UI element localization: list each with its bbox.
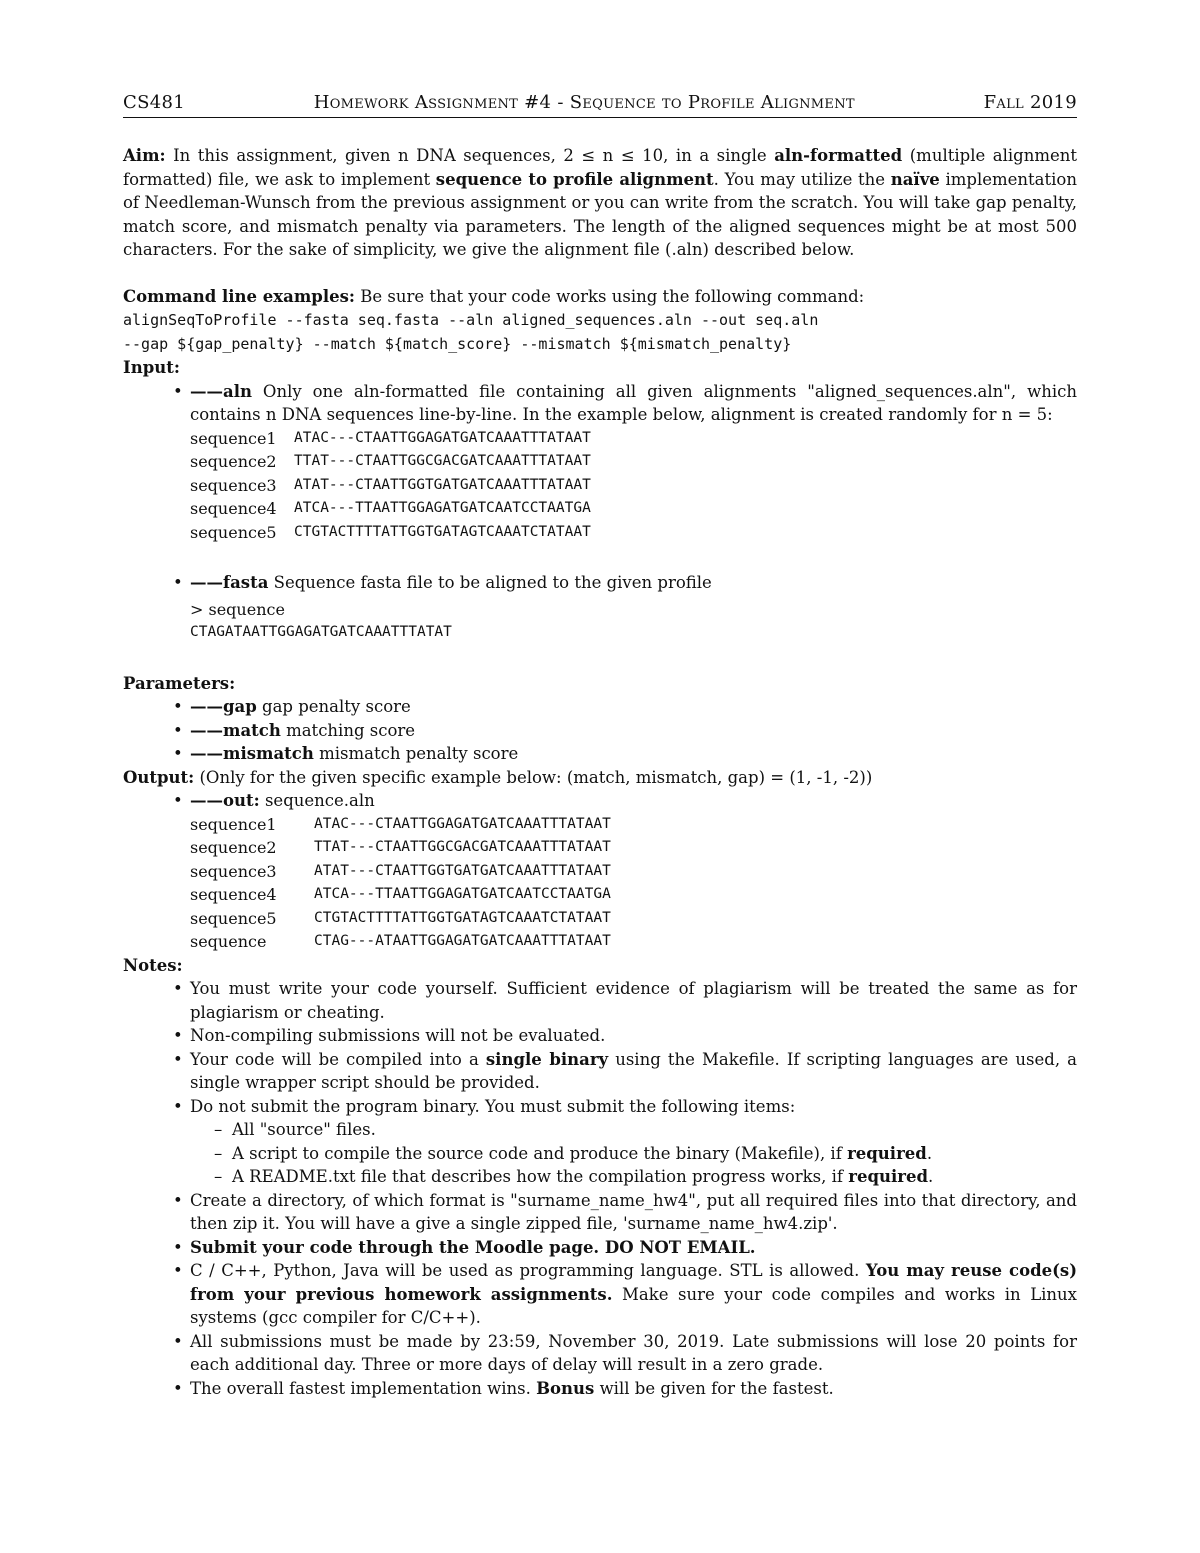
list-item: • You must write your code yourself. Sufficient evidence of plagiarism will be treated the same as for plagiarism or cheating. [190,977,1077,1024]
sequence-value: ATCA---TTAATTGGAGATGATCAATCCTAATGA [314,886,611,902]
list-item: • ——aln Only one aln-formatted file containing all given alignments "aligned_sequences.aln", which contains n DNA sequences line-by-line. In the example below, alignment is created randomly for n = 5: sequence1 ATAC---CTAATTGGAGATGATCAAATTTATAAT sequence2 TTAT---CTAATTGGCGACGATCAAATTTATAAT sequence3 ATAT---CTAATTGGTGATGATCAAATTTATAAT sequence4 ATCA---TTAATTGGAGATGATCAATCCTAATGA sequence5 CTGTACTTTTATTGGTGATAGTCAAATCTATAAT [190,380,1077,545]
sequence-value: CTAG---ATAATTGGAGATGATCAAATTTATAAT [314,933,611,949]
sequence-name: sequence1 [190,814,277,834]
sequence-value: ATAT---CTAATTGGTGATGATCAAATTTATAAT [294,476,591,493]
list-item: • Non-compiling submissions will not be evaluated. [190,1024,1077,1048]
output-list [123,789,1077,954]
sequence-value: ATAC---CTAATTGGAGATGATCAAATTTATAAT [294,429,591,446]
list-item: • Submit your code through the Moodle page. DO NOT EMAIL. [190,1236,1077,1260]
sequence-value: CTGTACTTTTATTGGTGATAGTCAAATCTATAAT [294,523,591,540]
sequence-name: sequence [190,932,267,951]
sequence-name: sequence4 [190,499,277,518]
sequence-name: sequence5 [190,522,277,542]
list-item: • The overall fastest implementation wins. Bonus will be given for the fastest. [190,1377,1077,1401]
list-item: • Create a directory, of which format is "surname_name_hw4", put all required files into that directory, and then zip it. You will have a give a single zipped file, 'surname_name_hw4.zip'. [190,1189,1077,1236]
sequence-value: ATCA---TTAATTGGAGATGATCAATCCTAATGA [294,500,591,516]
sequence-name: sequence3 [190,861,277,881]
sequence-value: TTAT---CTAATTGGCGACGATCAAATTTATAAT [314,839,611,855]
list-item: • ——gap gap penalty score [190,695,1077,719]
sequence-name: sequence3 [190,475,277,495]
aim-paragraph: Aim: In this assignment, given n DNA sequences, 2 ≤ n ≤ 10, in a single aln-formatted (multiple alignment formatted) file, we ask to implement sequence to profile alignment. You may utilize the naïve implementation of Needleman-Wunsch from the previous assignment or you can write from the scratch. You will take gap penalty, match score, and mismatch penalty via parameters. The length of the aligned sequences might be at most 500 characters. For the sake of simplicity, we give the alignment file (.aln) described below. [123,146,1077,259]
output-paragraph: Output: (Only for the given specific example below: (match, mismatch, gap) = (1, -1, -2)) [123,767,873,787]
course-code: CS481 [123,92,185,113]
list-item: • Do not submit the program binary. You must submit the following items: – All "source" files. – A script to compile the source code and produce the binary (Makefile), if required. – A README.txt file that describes how the compilation progress works, if required. [190,1095,1077,1189]
assignment-title: Homework Assignment #4 - Sequence to Profile Alignment [313,92,855,113]
sequence-name: sequence4 [190,885,277,904]
parameters-label: Parameters: [123,673,236,693]
term: Fall 2019 [983,92,1077,113]
parameters-list [123,695,1077,766]
list-item: • C / C++, Python, Java will be used as programming language. STL is allowed. You may reuse code(s) from your previous homework assignments. Make sure your code compiles and works in Linux systems (gcc compiler for C/C++). [190,1259,1077,1330]
command-label: Command line examples: [123,286,355,306]
sequence-name: sequence5 [190,908,277,928]
submit-items-list [190,1118,1077,1189]
output-alignment [190,813,1077,954]
output-label: Output: [123,767,195,787]
fasta-header: > sequence [190,599,285,619]
input-label: Input: [123,358,180,377]
input-list [123,380,1077,645]
list-item: • ——out: sequence.aln sequence1 ATAC---CTAATTGGAGATGATCAAATTTATAAT sequence2 TTAT---CTAATTGGCGACGATCAAATTTATAAT sequence3 ATAT---CTAATTGGTGATGATCAAATTTATAAT sequence4 ATCA---TTAATTGGAGATGATCAATCCTAATGA sequence5 CTGTACTTTTATTGGTGATAGTCAAATCTATAAT sequence CTAG---ATAATTGGAGATGATCAAATTTATAAT [190,789,1077,954]
sequence-name: sequence1 [190,428,277,448]
input-alignment [190,427,1077,545]
list-item: • All submissions must be made by 23:59, November 30, 2019. Late submissions will lose 20 points for each additional day. Three or more days of delay will result in a zero grade. [190,1330,1077,1377]
sequence-name: sequence2 [190,838,277,857]
notes-label: Notes: [123,955,183,975]
command-paragraph: Command line examples: Be sure that your code works using the following command: [123,286,865,306]
command-line-2: --gap ${gap_penalty} --match ${match_score} --mismatch ${mismatch_penalty} [123,335,792,353]
fasta-sequence: CTAGATAATTGGAGATGATCAAATTTATAT [190,624,452,640]
list-item: – A script to compile the source code and produce the binary (Makefile), if required. [232,1142,1077,1166]
sequence-value: TTAT---CTAATTGGCGACGATCAAATTTATAAT [294,453,591,469]
list-item: – All "source" files. [232,1118,1077,1142]
list-item: • ——fasta Sequence fasta file to be aligned to the given profile > sequence CTAGATAATTGGAGATGATCAAATTTATAT [190,571,1077,645]
notes-list [123,977,1077,1400]
sequence-value: ATAC---CTAATTGGAGATGATCAAATTTATAAT [314,815,611,832]
list-item: • ——match matching score [190,719,1077,743]
command-line-1: alignSeqToProfile --fasta seq.fasta --aln aligned_sequences.aln --out seq.aln [123,311,819,329]
list-item: • ——mismatch mismatch penalty score [190,742,1077,766]
document-page [123,92,1077,1400]
sequence-value: CTGTACTTTTATTGGTGATAGTCAAATCTATAAT [314,909,611,926]
list-item: – A README.txt file that describes how the compilation progress works, if required. [232,1165,1077,1189]
aim-label: Aim: [123,146,166,165]
list-item: • Your code will be compiled into a single binary using the Makefile. If scripting languages are used, a single wrapper script should be provided. [190,1048,1077,1095]
page-header [123,92,1077,118]
sequence-name: sequence2 [190,452,277,471]
sequence-value: ATAT---CTAATTGGTGATGATCAAATTTATAAT [314,862,611,879]
